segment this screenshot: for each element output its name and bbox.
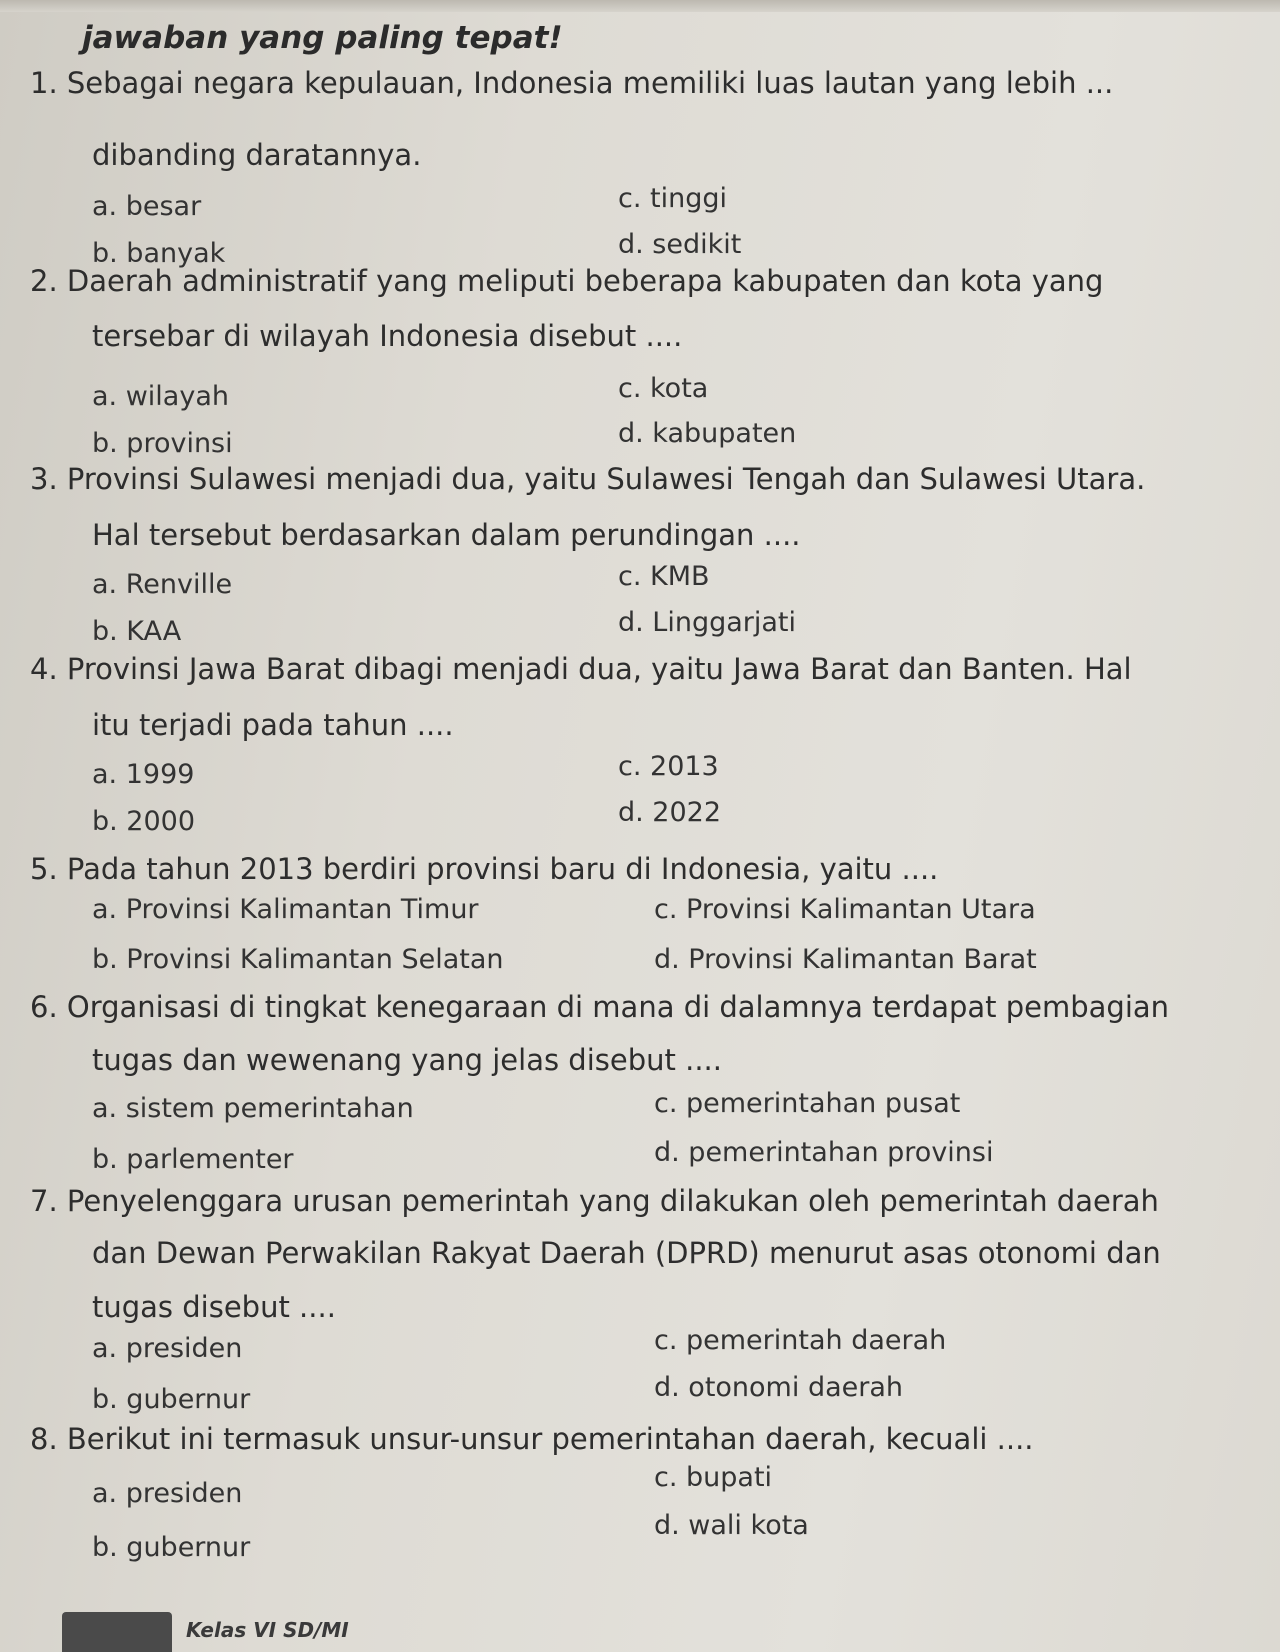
question-6-option-a: a. sistem pemerintahan bbox=[92, 1093, 414, 1124]
question-3-option-d: d. Linggarjati bbox=[618, 607, 797, 638]
question-1-option-b: b. banyak bbox=[92, 238, 226, 269]
question-1-option-a: a. besar bbox=[92, 191, 202, 222]
question-3-line-2: Hal tersebut berdasarkan dalam perundingan .... bbox=[92, 518, 801, 552]
question-4-option-b: b. 2000 bbox=[92, 806, 196, 837]
question-2-line-2: tersebar di wilayah Indonesia disebut .... bbox=[92, 319, 683, 353]
question-3-line-1: 3. Provinsi Sulawesi menjadi dua, yaitu Sulawesi Tengah dan Sulawesi Utara. bbox=[30, 462, 1146, 496]
question-1-line-1: 1. Sebagai negara kepulauan, Indonesia memiliki luas lautan yang lebih ... bbox=[30, 66, 1114, 100]
question-7-line-2: dan Dewan Perwakilan Rakyat Daerah (DPRD) menurut asas otonomi dan bbox=[92, 1236, 1161, 1270]
question-8-line-1: 8. Berikut ini termasuk unsur-unsur pemerintahan daerah, kecuali .... bbox=[30, 1422, 1034, 1456]
question-6-line-1: 6. Organisasi di tingkat kenegaraan di mana di dalamnya terdapat pembagian bbox=[30, 990, 1170, 1024]
question-6-line-2: tugas dan wewenang yang jelas disebut .... bbox=[92, 1043, 722, 1077]
question-5-option-b: b. Provinsi Kalimantan Selatan bbox=[92, 944, 504, 975]
question-5-option-c: c. Provinsi Kalimantan Utara bbox=[654, 894, 1036, 925]
question-2-option-d: d. kabupaten bbox=[618, 418, 797, 449]
question-4-line-1: 4. Provinsi Jawa Barat dibagi menjadi dua, yaitu Jawa Barat dan Banten. Hal bbox=[30, 652, 1132, 686]
question-6-option-c: c. pemerintahan pusat bbox=[654, 1088, 961, 1119]
question-4-option-d: d. 2022 bbox=[618, 797, 722, 828]
question-1-line-2: dibanding daratannya. bbox=[92, 138, 422, 172]
question-7-option-a: a. presiden bbox=[92, 1333, 243, 1364]
question-8-option-d: d. wali kota bbox=[654, 1510, 809, 1541]
question-6-option-d: d. pemerintahan provinsi bbox=[654, 1137, 994, 1168]
question-2-option-b: b. provinsi bbox=[92, 428, 233, 459]
question-4-line-2: itu terjadi pada tahun .... bbox=[92, 708, 454, 742]
footer-page-tab bbox=[62, 1612, 172, 1652]
question-7-line-1: 7. Penyelenggara urusan pemerintah yang dilakukan oleh pemerintah daerah bbox=[30, 1184, 1159, 1218]
question-3-option-b: b. KAA bbox=[92, 616, 182, 647]
question-2-option-c: c. kota bbox=[618, 373, 709, 404]
question-2-line-1: 2. Daerah administratif yang meliputi beberapa kabupaten dan kota yang bbox=[30, 264, 1104, 298]
instruction-text: jawaban yang paling tepat! bbox=[82, 20, 563, 56]
question-5-option-a: a. Provinsi Kalimantan Timur bbox=[92, 894, 479, 925]
footer-class-label: Kelas VI SD/MI bbox=[186, 1618, 349, 1642]
question-7-option-b: b. gubernur bbox=[92, 1384, 251, 1415]
question-8-option-c: c. bupati bbox=[654, 1462, 773, 1493]
question-3-option-c: c. KMB bbox=[618, 561, 710, 592]
question-4-option-c: c. 2013 bbox=[618, 751, 719, 782]
question-2-option-a: a. wilayah bbox=[92, 381, 229, 412]
question-4-option-a: a. 1999 bbox=[92, 759, 195, 790]
question-7-line-3: tugas disebut .... bbox=[92, 1290, 336, 1324]
question-7-option-d: d. otonomi daerah bbox=[654, 1372, 903, 1403]
question-5-line-1: 5. Pada tahun 2013 berdiri provinsi baru di Indonesia, yaitu .... bbox=[30, 852, 939, 886]
question-7-option-c: c. pemerintah daerah bbox=[654, 1325, 947, 1356]
question-1-option-c: c. tinggi bbox=[618, 183, 727, 214]
question-5-option-d: d. Provinsi Kalimantan Barat bbox=[654, 944, 1037, 975]
page-top-edge bbox=[0, 0, 1280, 12]
question-1-option-d: d. sedikit bbox=[618, 229, 742, 260]
question-3-option-a: a. Renville bbox=[92, 569, 233, 600]
question-6-option-b: b. parlementer bbox=[92, 1144, 294, 1175]
question-8-option-b: b. gubernur bbox=[92, 1532, 251, 1563]
question-8-option-a: a. presiden bbox=[92, 1478, 243, 1509]
